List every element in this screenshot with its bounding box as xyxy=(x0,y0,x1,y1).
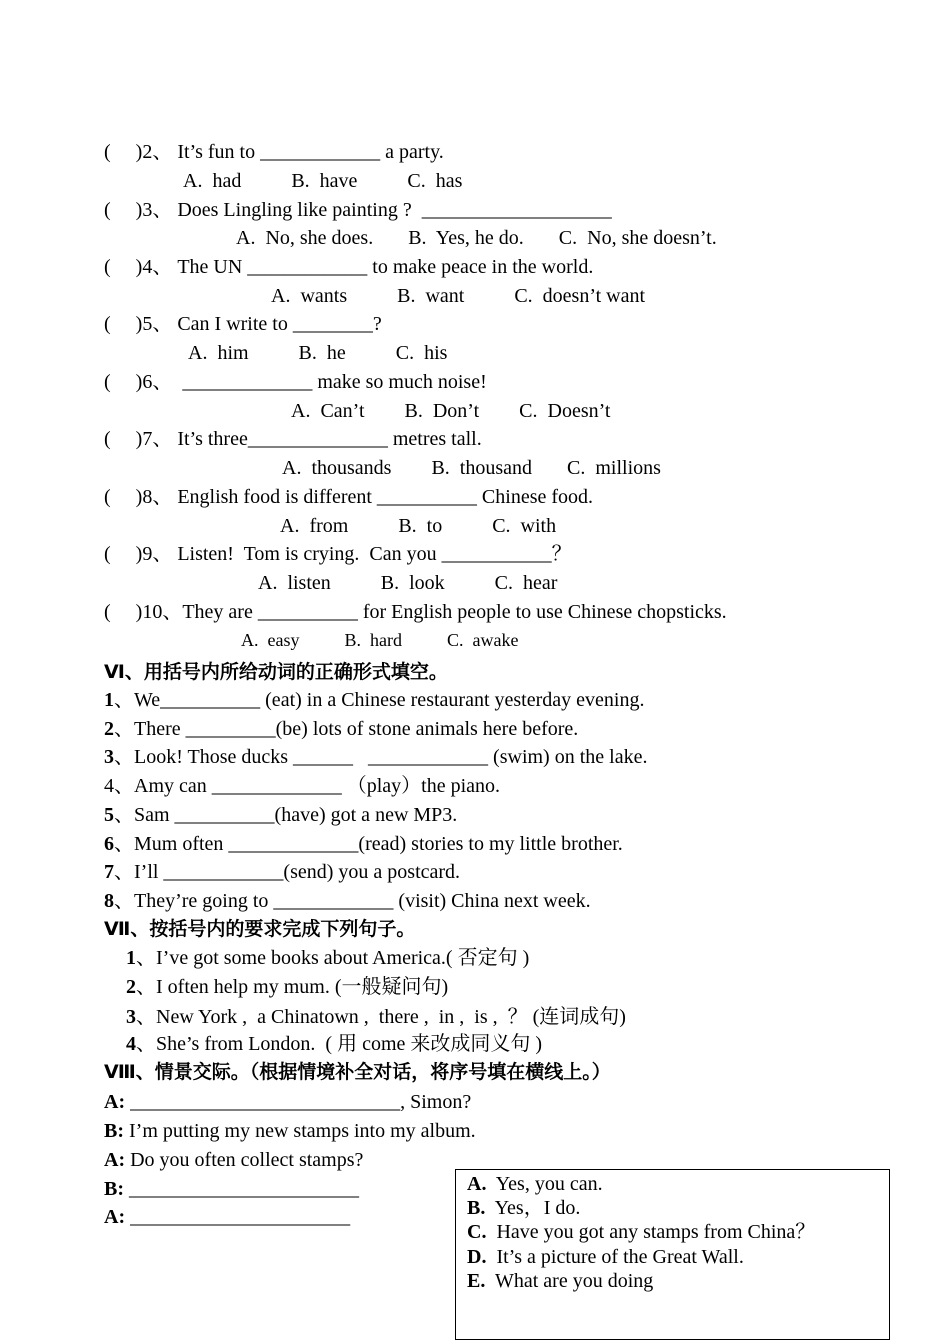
dialogue-line-1: A: ___________________________, Simon? xyxy=(104,1091,472,1113)
question-4-options: A. wants B. want C. doesn’t want xyxy=(271,285,646,307)
section-7-heading: Ⅶ、按括号内的要求完成下列句子。 xyxy=(104,918,416,940)
question-7: ( )7、 It’s three______________ metres tall. xyxy=(104,428,482,450)
question-5: ( )5、 Can I write to ________? xyxy=(104,313,382,335)
section-6-item-7: 7、I’ll ____________(send) you a postcard. xyxy=(104,861,461,883)
question-6-options: A. Can’t B. Don’t C. Doesn’t xyxy=(291,400,611,422)
question-10: ( )10、They are __________ for English people to use Chinese chopsticks. xyxy=(104,601,727,623)
section-6-item-4: 4、Amy can _____________ （play）the piano. xyxy=(104,775,501,797)
section-7-item-4: 4、She’s from London. ( 用 come 来改成同义句 ) xyxy=(126,1033,543,1055)
dialogue-line-5: A: ______________________ xyxy=(104,1206,351,1228)
question-3-options: A. No, she does. B. Yes, he do. C. No, she doesn’t. xyxy=(236,227,717,249)
section-6-item-8: 8、They’re going to ____________ (visit) China next week. xyxy=(104,890,591,912)
dialogue-line-2: B: I’m putting my new stamps into my album. xyxy=(104,1120,476,1142)
section-6-item-2: 2、There _________(be) lots of stone animals here before. xyxy=(104,718,579,740)
question-2: ( )2、 It’s fun to ____________ a party. xyxy=(104,141,444,163)
section-6-item-6: 6、Mum often _____________(read) stories to my little brother. xyxy=(104,833,623,855)
section-8-heading: Ⅷ、情景交际。（根据情境补全对话，将序号填在横线上。） xyxy=(104,1061,611,1083)
question-10-options: A. easy B. hard C. awake xyxy=(241,630,519,650)
section-6-item-3: 3、Look! Those ducks ______ ____________ (swim) on the lake. xyxy=(104,746,648,768)
section-6-item-5: 5、Sam __________(have) got a new MP3. xyxy=(104,804,458,826)
question-8: ( )8、 English food is different __________ Chinese food. xyxy=(104,486,594,508)
answer-option-d: D. It’s a picture of the Great Wall. xyxy=(467,1246,744,1268)
question-7-options: A. thousands B. thousand C. millions xyxy=(282,457,661,479)
dialogue-line-3: A: Do you often collect stamps? xyxy=(104,1149,364,1171)
question-9: ( )9、 Listen! Tom is crying. Can you ___________？ xyxy=(104,543,572,565)
question-3: ( )3、 Does Lingling like painting ? ___________________ xyxy=(104,199,612,221)
answer-option-e: E. What are you doing xyxy=(467,1270,654,1292)
answer-options-box xyxy=(455,1169,890,1340)
section-7-item-1: 1、I’ve got some books about America.( 否定句 ) xyxy=(126,947,530,969)
question-6: ( )6、 _____________ make so much noise! xyxy=(104,371,487,393)
question-8-options: A. from B. to C. with xyxy=(280,515,557,537)
dialogue-line-4: B: _______________________ xyxy=(104,1178,359,1200)
question-5-options: A. him B. he C. his xyxy=(188,342,448,364)
section-7-item-3: 3、New York , a Chinatown , there , in , is , ？ (连词成句) xyxy=(126,1006,626,1028)
answer-option-a: A. Yes, you can. xyxy=(467,1173,603,1195)
question-9-options: A. listen B. look C. hear xyxy=(258,572,558,594)
answer-option-c: C. Have you got any stamps from China？ xyxy=(467,1221,816,1243)
question-2-options: A. had B. have C. has xyxy=(183,170,463,192)
question-4: ( )4、 The UN ____________ to make peace in the world. xyxy=(104,256,594,278)
section-6-item-1: 1、We__________ (eat) in a Chinese restaurant yesterday evening. xyxy=(104,689,645,711)
section-7-item-2: 2、I often help my mum. (一般疑问句) xyxy=(126,976,449,998)
section-6-heading: Ⅵ、用括号内所给动词的正确形式填空。 xyxy=(104,661,448,683)
answer-option-b: B. Yes，I do. xyxy=(467,1197,581,1219)
